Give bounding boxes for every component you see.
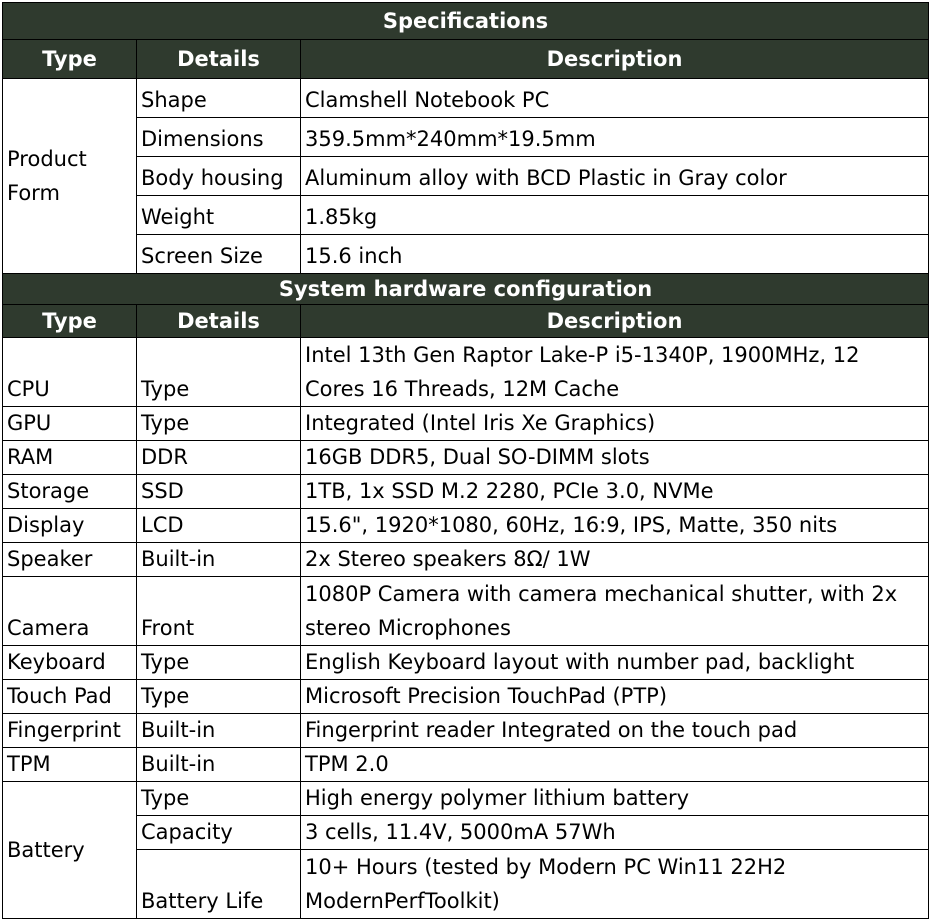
description-cell: 1080P Camera with camera mechanical shutter, with 2x stereo Microphones: [301, 577, 929, 646]
details-cell: Capacity: [137, 816, 301, 850]
description-cell: 15.6 inch: [301, 235, 929, 274]
column-header-details: Details: [137, 40, 301, 79]
description-cell: 10+ Hours (tested by Modern PC Win11 22H2 ModernPerfToolkit): [301, 850, 929, 919]
type-cell: Fingerprint: [3, 714, 137, 748]
type-cell: RAM: [3, 441, 137, 475]
type-cell: Speaker: [3, 543, 137, 577]
details-cell: Screen Size: [137, 235, 301, 274]
details-cell: SSD: [137, 475, 301, 509]
table-row: [3, 157, 929, 196]
description-cell: 15.6", 1920*1080, 60Hz, 16:9, IPS, Matte, 350 nits: [301, 509, 929, 543]
details-cell: Type: [137, 680, 301, 714]
type-cell-battery: Battery: [3, 782, 137, 919]
description-cell: English Keyboard layout with number pad, backlight: [301, 646, 929, 680]
details-cell: Body housing: [137, 157, 301, 196]
description-cell: 3 cells, 11.4V, 5000mA 57Wh: [301, 816, 929, 850]
column-header-details: Details: [137, 305, 301, 338]
type-cell: Storage: [3, 475, 137, 509]
table-row: [3, 850, 929, 919]
details-cell: Built-in: [137, 714, 301, 748]
details-cell: Built-in: [137, 748, 301, 782]
details-cell: DDR: [137, 441, 301, 475]
table-row: [3, 543, 929, 577]
table-row: [3, 509, 929, 543]
section-title-specifications: Specifications: [3, 3, 929, 40]
column-header-type: Type: [3, 40, 137, 79]
details-cell: LCD: [137, 509, 301, 543]
description-cell: 1TB, 1x SSD M.2 2280, PCIe 3.0, NVMe: [301, 475, 929, 509]
description-cell: 16GB DDR5, Dual SO-DIMM slots: [301, 441, 929, 475]
type-cell: TPM: [3, 748, 137, 782]
details-cell: Weight: [137, 196, 301, 235]
details-cell: Type: [137, 407, 301, 441]
table-row: [3, 235, 929, 274]
table-row: [3, 407, 929, 441]
description-cell: Aluminum alloy with BCD Plastic in Gray color: [301, 157, 929, 196]
section-title-hardware: System hardware configuration: [3, 274, 929, 305]
details-cell: Type: [137, 782, 301, 816]
description-cell: High energy polymer lithium battery: [301, 782, 929, 816]
type-cell: Touch Pad: [3, 680, 137, 714]
description-cell: 2x Stereo speakers 8Ω/ 1W: [301, 543, 929, 577]
details-cell: Type: [137, 338, 301, 407]
table-row: [3, 680, 929, 714]
details-cell: Front: [137, 577, 301, 646]
column-header-description: Description: [301, 40, 929, 79]
type-cell: Keyboard: [3, 646, 137, 680]
table-row: [3, 748, 929, 782]
description-cell: Intel 13th Gen Raptor Lake-P i5-1340P, 1900MHz, 12 Cores 16 Threads, 12M Cache: [301, 338, 929, 407]
type-cell: CPU: [3, 338, 137, 407]
table-row: [3, 441, 929, 475]
details-cell: Shape: [137, 79, 301, 118]
description-cell: Clamshell Notebook PC: [301, 79, 929, 118]
description-cell: Microsoft Precision TouchPad (PTP): [301, 680, 929, 714]
table-row: [3, 782, 929, 816]
description-cell: Fingerprint reader Integrated on the touch pad: [301, 714, 929, 748]
table-row: [3, 577, 929, 646]
column-header-type: Type: [3, 305, 137, 338]
description-cell: TPM 2.0: [301, 748, 929, 782]
type-cell: Camera: [3, 577, 137, 646]
specifications-table: [2, 2, 929, 919]
description-cell: Integrated (Intel Iris Xe Graphics): [301, 407, 929, 441]
type-cell: Display: [3, 509, 137, 543]
column-header-description: Description: [301, 305, 929, 338]
type-cell-product-form: Product Form: [3, 79, 137, 274]
description-cell: 1.85kg: [301, 196, 929, 235]
details-cell: Built-in: [137, 543, 301, 577]
table-row: [3, 338, 929, 407]
table-row: [3, 79, 929, 118]
table-row: [3, 816, 929, 850]
type-cell: GPU: [3, 407, 137, 441]
details-cell: Dimensions: [137, 118, 301, 157]
details-cell: Battery Life: [137, 850, 301, 919]
table-row: [3, 714, 929, 748]
table-row: [3, 196, 929, 235]
table-row: [3, 118, 929, 157]
description-cell: 359.5mm*240mm*19.5mm: [301, 118, 929, 157]
table-row: [3, 646, 929, 680]
details-cell: Type: [137, 646, 301, 680]
table-row: [3, 475, 929, 509]
